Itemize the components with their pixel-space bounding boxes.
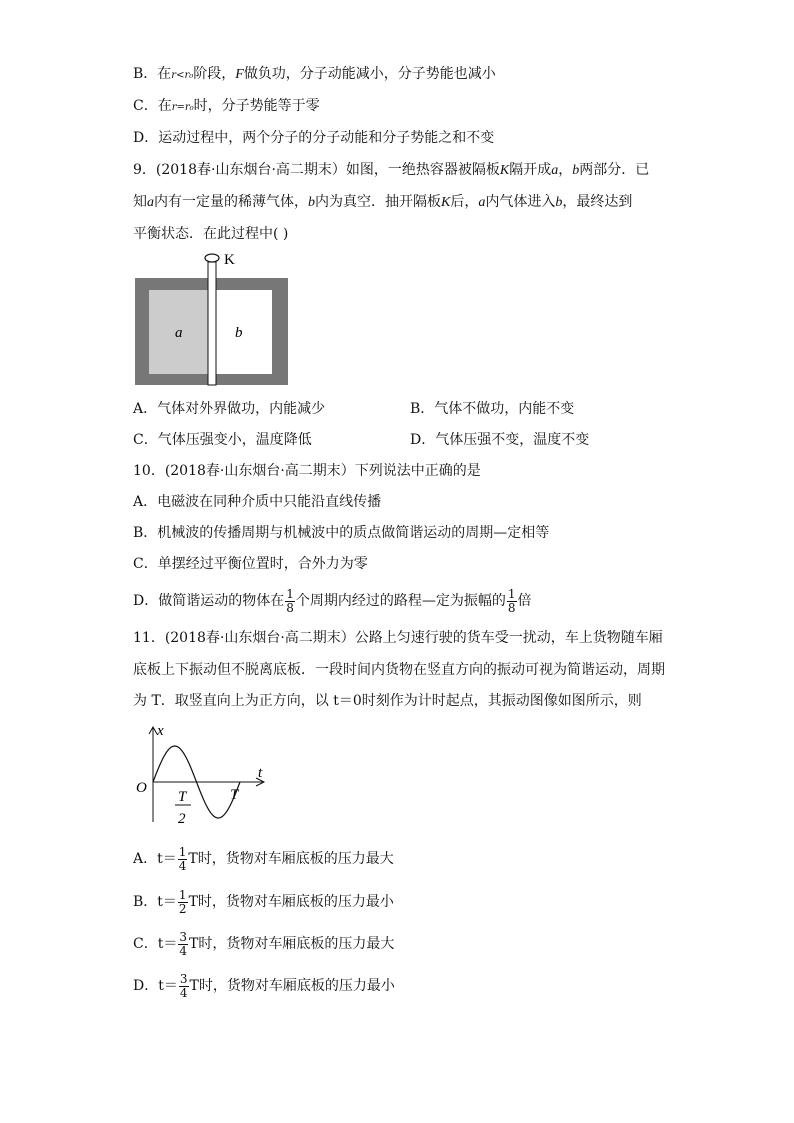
label-origin: O [136, 780, 147, 796]
text: D．t＝ [133, 978, 178, 994]
denominator: 4 [178, 858, 187, 873]
numerator: 1 [507, 586, 516, 601]
text: 内气体进入 [485, 194, 556, 210]
text: T时，货物对车厢底板的压力最小 [189, 978, 395, 994]
text: C．在 [133, 98, 172, 114]
q9-stem-line-3: 平衡状态．在此过程中( ) [133, 226, 289, 242]
label-half-period-denominator: 2 [178, 811, 186, 827]
q10-stem: 10．(2018春·山东烟台·高二期末）下列说法中正确的是 [133, 463, 481, 479]
text: T时，货物对车厢底板的压力最大 [188, 851, 394, 867]
q11-option-d [133, 970, 395, 1002]
fraction [178, 931, 188, 958]
q8-option-d: D．运动过程中，两个分子的分子动能和分子势能之和不变 [133, 130, 495, 146]
container-figure [130, 250, 295, 390]
label-T: T [230, 787, 239, 803]
label-t: t [258, 765, 263, 781]
text: 阶段， [193, 66, 236, 82]
text: B．在 [133, 66, 172, 82]
q9-option-b: B．气体不做功，内能不变 [410, 401, 575, 417]
numerator: 1 [178, 887, 187, 902]
q8-option-b [133, 64, 496, 86]
q11-stem-line-3: 为 T．取竖直向上为正方向，以 t＝0时刻作为计时起点，其振动图像如图所示，则 [133, 693, 642, 709]
text: 两部分．已 [579, 162, 650, 178]
text: 做负功，分子动能减小，分子势能也减小 [243, 66, 496, 82]
q9-option-a: A．气体对外界做功，内能减少 [133, 401, 326, 417]
fraction [285, 588, 295, 615]
label-x: x [157, 723, 164, 739]
text: D．做简谐运动的物体在 [133, 593, 285, 609]
var-a: a [147, 195, 154, 210]
vibration-graph [130, 722, 270, 832]
var-b: b [555, 195, 563, 210]
text: ，最终达到 [562, 194, 633, 210]
q11-stem-line-1: 11．(2018春·山东烟台·高二期末）公路上匀速行驶的货车受一扰动，车上货物随车厢 [133, 630, 663, 646]
condition: r<r₀ [171, 70, 194, 81]
label-b: b [235, 325, 243, 341]
fraction [178, 846, 188, 873]
partition-k [208, 262, 216, 385]
denominator: 2 [178, 901, 187, 916]
text: 倍 [517, 593, 532, 609]
q9-option-c: C．气体压强变小，温度降低 [133, 432, 312, 448]
q10-option-c: C．单摆经过平衡位置时，合外力为零 [133, 556, 368, 572]
q10-option-d [133, 585, 532, 617]
numerator: 1 [178, 844, 187, 859]
text: ， [558, 162, 573, 178]
partition-handle [205, 254, 219, 262]
var-a: a [478, 195, 486, 210]
var-b: b [572, 163, 580, 178]
force-symbol: F [235, 67, 244, 82]
var-b: b [308, 195, 315, 210]
denominator: 4 [179, 943, 187, 958]
text: 后， [450, 194, 479, 210]
q10-option-a: A．电磁波在同种介质中只能沿直线传播 [133, 494, 382, 510]
denominator: 8 [507, 600, 516, 615]
text: C．t＝ [133, 936, 178, 952]
fraction [179, 973, 189, 1000]
label-half-period-numerator: T [178, 789, 187, 805]
text: 隔开成 [509, 162, 552, 178]
condition: r=r₀ [171, 102, 194, 113]
text: T时，货物对车厢底板的压力最大 [188, 936, 395, 952]
denominator: 8 [286, 600, 294, 615]
numerator: 3 [179, 971, 188, 986]
text: 9．(2018春·山东烟台·高二期末）如图，一绝热容器被隔板 [133, 162, 500, 178]
text: B．t＝ [133, 894, 177, 910]
text: 知 [133, 194, 147, 210]
numerator: 3 [179, 929, 187, 944]
numerator: 1 [286, 586, 294, 601]
label-K: K [224, 252, 235, 268]
text: 内有一定量的稀薄气体， [154, 194, 308, 210]
var-K: K [499, 163, 510, 178]
q11-option-c [133, 928, 394, 960]
q9-stem-line-2 [133, 192, 632, 213]
q11-option-a [133, 843, 394, 875]
q8-option-c [133, 96, 320, 118]
text: 内为真空．抽开隔板 [315, 194, 441, 210]
q10-option-b: B．机械波的传播周期与机械波中的质点做简谐运动的周期—定相等 [133, 525, 550, 541]
q11-stem-line-2: 底板上下振动但不脱离底板．一段时间内货物在竖直方向的振动可视为简谐运动，周期 [133, 662, 665, 678]
q11-option-b [133, 886, 394, 918]
denominator: 4 [179, 985, 188, 1000]
var-a: a [551, 163, 559, 178]
label-a: a [175, 325, 183, 341]
text: 个周期内经过的路程—定为振幅的 [295, 593, 506, 609]
text: 时，分子势能等于零 [193, 98, 320, 114]
text: T时，货物对车厢底板的压力最小 [188, 894, 394, 910]
fraction [507, 588, 517, 615]
chamber-b [215, 290, 272, 374]
q9-option-d: D．气体压强不变，温度不变 [410, 432, 590, 448]
var-K: K [441, 195, 451, 210]
fraction [178, 889, 188, 916]
q9-stem-line-1 [133, 160, 649, 181]
text: A．t＝ [133, 851, 177, 867]
